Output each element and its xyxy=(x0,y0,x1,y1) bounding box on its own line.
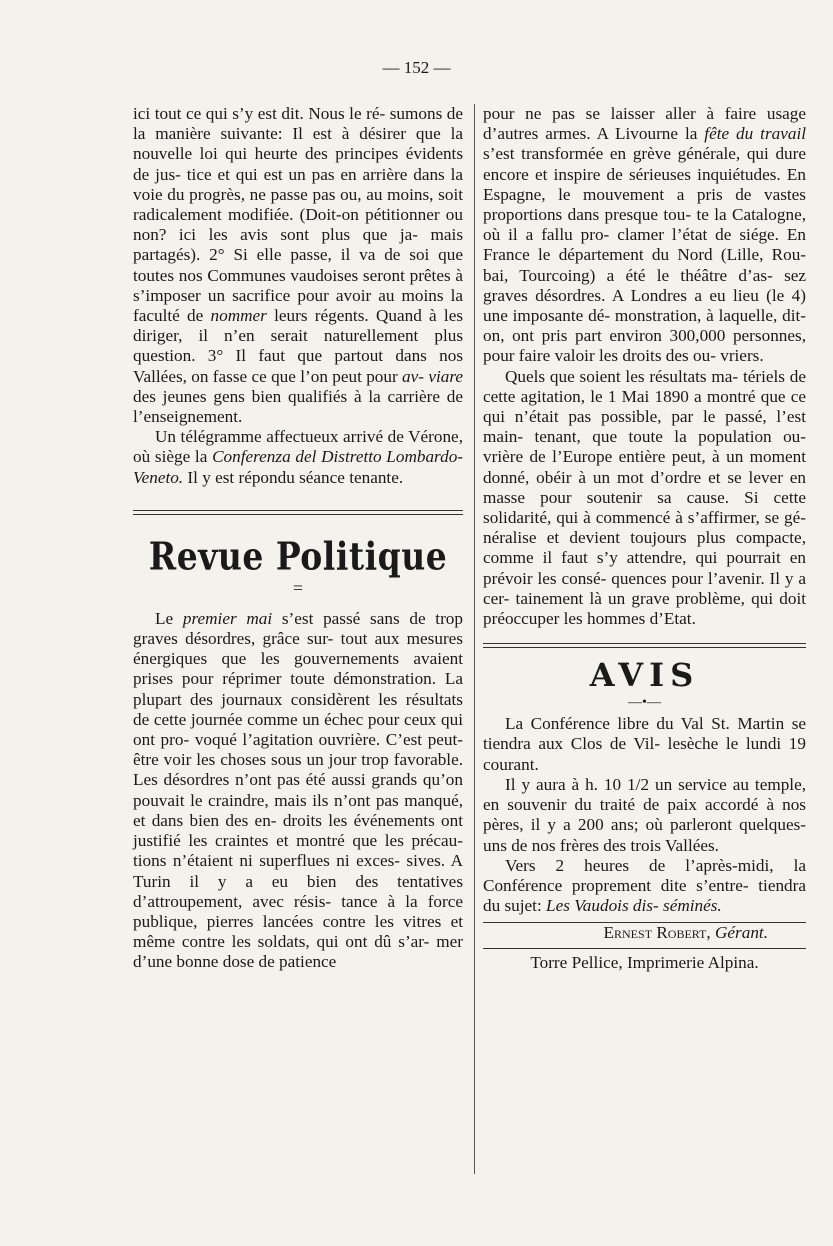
avis-paragraph xyxy=(483,856,806,917)
politique-line: peut-être voir les choses sous un xyxy=(133,730,464,770)
politique-conclusion xyxy=(483,367,806,630)
politique-line: n’ont pas été aussi grands qu’on xyxy=(235,770,463,790)
intro-line: est à désirer que la nouvelle loi qui xyxy=(133,124,463,164)
politique-line: réprimer toute démonstration. La xyxy=(222,669,464,689)
politique-line: tentatives d’attroupement, avec résis- xyxy=(133,871,464,911)
politique-line: bai, Tourcoing) a été le théâtre d’as- xyxy=(483,265,773,285)
telegram-paragraph xyxy=(133,427,463,488)
politique-line: tenant, que toute la population ou- xyxy=(534,427,806,447)
intro-line: ici tout ce qui s’y est dit. Nous le ré- xyxy=(133,104,386,123)
politique-emphasis: premier mai xyxy=(182,608,273,628)
avis-line: Vers 2 heures de l’après-midi, la xyxy=(505,855,806,875)
intro-emphasis: nommer xyxy=(210,306,267,326)
politique-line: un échec pour ceux qui ont pro- xyxy=(133,709,463,750)
intro-line: mais partagés). 2° Si elle passe, il xyxy=(133,225,464,265)
intro-line: un sacrifice pour avoir au moins la xyxy=(207,285,464,305)
telegram-line: de Vérone, où siège la xyxy=(133,427,463,467)
section-title: Revue Politique xyxy=(148,533,448,579)
title-ornament: = xyxy=(292,577,304,598)
politique-line: d’ordre et se lever en masse pour xyxy=(483,467,807,507)
intro-line: heurte des principes évidents de jus- xyxy=(133,144,464,184)
politique-line: soutenir sa cause. Si cette solidarité, xyxy=(483,487,806,528)
politique-line: pas possible, par le passé, l’est main- xyxy=(483,407,806,447)
telegram-emphasis: del Distretto Lombardo-Veneto. xyxy=(133,447,464,487)
politique-line: sives. A Turin il y a eu bien des xyxy=(133,851,463,891)
politique-line: vastes proportions dans presque tou- xyxy=(483,184,806,225)
politique-line: vrière de l’Europe entière peut, à xyxy=(483,447,720,467)
intro-line: pas ou, au moins, soit radicalement xyxy=(133,184,463,225)
politique-line: de trop graves désordres, grâce sur- xyxy=(133,608,463,649)
politique-continued xyxy=(483,104,806,367)
politique-line: sez graves désordres. A Londres a xyxy=(483,265,807,305)
politique-line: tance à la force publique, pierres xyxy=(133,891,463,931)
avis-line: lesèche le lundi 19 courant. xyxy=(483,734,806,774)
politique-line: les résultats de cette journée comme xyxy=(133,689,463,729)
politique-line: quences pour l’avenir. Il y a cer- xyxy=(483,568,807,608)
politique-line: tions n’étaient ni superflues ni exces- xyxy=(133,851,400,871)
intro-emphasis: viare xyxy=(428,366,464,386)
politique-line: plupart des journaux considèrent xyxy=(133,689,370,709)
left-column xyxy=(133,104,463,973)
politique-line: clamer l’état de siége. En France xyxy=(483,225,806,265)
politique-text: s’est transformée en xyxy=(483,144,627,164)
intro-text: leurs régents. xyxy=(266,306,369,326)
intro-line: va de soi que toutes nos Communes xyxy=(133,245,463,285)
politique-line: 1890 a montré que ce qui n’était xyxy=(483,386,807,427)
politique-line: qui pourrait en prévoir les consé- xyxy=(483,548,806,588)
intro-line: à la carrière de l’enseignement. xyxy=(133,386,463,427)
politique-line: gouvernements avaient prises pour xyxy=(133,649,463,689)
avis-line: paix accordé à nos pères, il y a xyxy=(483,795,806,835)
politique-line: tériels de cette agitation, le 1 Mai xyxy=(483,366,807,406)
politique-line: mer d’une bonne dose de patience xyxy=(133,932,464,972)
avis-line: Conférence proprement dite s’entre- xyxy=(483,875,749,895)
avis-paragraph xyxy=(483,714,806,775)
imprint-rule xyxy=(483,948,806,949)
avis-line: tiendra du sujet: xyxy=(483,875,806,916)
avis-line: Martin se tiendra aux Clos de Vil- xyxy=(483,714,807,754)
politique-line: pris part environ 300,000 personnes, xyxy=(541,326,806,346)
intro-line: tice et qui est un pas en arrière xyxy=(186,164,408,184)
politique-line: Quels que soient les résultats ma- xyxy=(505,366,739,386)
intro-emphasis: av- xyxy=(402,366,424,386)
politique-paragraph xyxy=(133,609,463,973)
telegram-text: Il xyxy=(183,467,198,487)
politique-line: Espagne, le mouvement a pris de xyxy=(483,184,752,204)
politique-line: un moment donné, obéir à un mot xyxy=(483,447,807,487)
politique-line: contre les soldats, qui ont dû s’ar- xyxy=(181,932,430,952)
politique-line: usage d’autres armes. A Livourne la xyxy=(483,104,806,144)
politique-line: droits les événements ont justifié les xyxy=(133,810,464,851)
avis-rule xyxy=(483,643,806,648)
politique-line: pas manqué, et dans bien des en- xyxy=(133,790,463,830)
politique-text: Le xyxy=(155,608,183,628)
politique-line: qui à commencé à s’affirmer, se gé- xyxy=(556,508,807,528)
telegram-line: y est répondu séance tenante. xyxy=(202,467,404,487)
politique-line: pour ne pas se laisser aller à faire xyxy=(483,104,757,123)
politique-line: monstration, à laquelle, dit-on, ont xyxy=(483,306,806,346)
intro-line: dans la voie du progrès, ne passe xyxy=(133,164,464,204)
politique-line: pour faire valoir les droits des ou- xyxy=(483,346,716,366)
page-number: — 152 — xyxy=(382,58,451,77)
telegram-emphasis: Conferenza xyxy=(212,447,291,467)
intro-line: Quand à les diriger, il n’en serait xyxy=(133,306,464,346)
telegram-line: Un télégramme affectueux arrivé xyxy=(155,427,384,447)
avis-line: de nos frères des trois Vallées. xyxy=(511,835,719,855)
politique-line: néralise et devient toujours plus xyxy=(483,528,726,548)
politique-text: s’est passé sans xyxy=(272,608,400,628)
politique-line: pouvait le craindre, mais ils n’ont xyxy=(133,790,371,810)
intro-line: faculté de xyxy=(133,306,204,326)
signature-name: Ernest Robert, xyxy=(603,923,711,943)
avis-emphasis: séminés. xyxy=(663,896,722,916)
intro-line: non? ici les avis sont plus que ja- xyxy=(133,225,419,245)
avis-line: La Conférence libre du Val St. xyxy=(505,714,730,734)
signature-role: Gérant. xyxy=(715,923,768,943)
politique-line: compacte, comme il faut s’y attendre, xyxy=(483,528,806,568)
intro-text: des jeunes gens bien qualifiés xyxy=(133,386,348,406)
intro-line: vaudoises seront prêtes à s’imposer xyxy=(133,265,463,305)
politique-line: qui doit préoccuper les hommes xyxy=(483,588,807,629)
avis-title: AVIS xyxy=(589,656,700,695)
avis-line: au temple, en souvenir du traité de xyxy=(483,774,806,815)
intro-line: modifiée. (Doit-on pétitionner ou xyxy=(228,205,463,225)
politique-line: craintes et montré que les précau- xyxy=(215,831,463,851)
politique-line: tout aux mesures énergiques que les xyxy=(133,629,463,669)
politique-line: eu lieu (le 4) une imposante dé- xyxy=(483,285,806,326)
politique-line: voqué l’agitation ouvrière. C’est xyxy=(194,730,423,750)
intro-line: sumons de la manière suivante: Il xyxy=(133,104,464,144)
section-rule xyxy=(133,510,463,515)
politique-line: le département du Nord (Lille, Rou- xyxy=(538,245,807,265)
avis-ornament: —•— xyxy=(628,695,661,711)
intro-line: naturellement plus question. 3° Il xyxy=(133,326,464,366)
intro-line: faut que partout dans nos Vallées, xyxy=(133,346,464,386)
avis-paragraph xyxy=(483,775,806,856)
avis-line: 200 ans; où parleront quelques-uns xyxy=(483,815,807,855)
politique-line: jour trop favorable. Les désordres xyxy=(133,750,463,790)
intro-paragraph xyxy=(133,104,463,427)
politique-line: grève générale, qui dure encore et xyxy=(483,144,807,184)
politique-line: d’Etat. xyxy=(649,609,696,629)
politique-line: vriers. xyxy=(720,346,764,366)
politique-line: inspire de sérieuses inquiétudes. En xyxy=(553,164,806,184)
politique-line: lancées contre les vitres et même xyxy=(133,911,463,952)
politique-line: te la Catalogne, où il a fallu pro- xyxy=(483,205,806,245)
politique-emphasis: fête du travail xyxy=(704,124,806,144)
intro-line: on fasse ce que l’on peut pour xyxy=(191,366,398,386)
avis-emphasis: Les Vaudois dis- xyxy=(546,896,659,916)
politique-line: tainement là un grave problème, xyxy=(515,588,745,608)
right-column xyxy=(483,104,806,973)
imprint: Torre Pellice, Imprimerie Alpina. xyxy=(530,952,759,972)
column-divider xyxy=(474,104,475,1174)
signature xyxy=(483,923,806,943)
avis-line: Il y aura à h. 10 1/2 un service xyxy=(505,774,727,794)
